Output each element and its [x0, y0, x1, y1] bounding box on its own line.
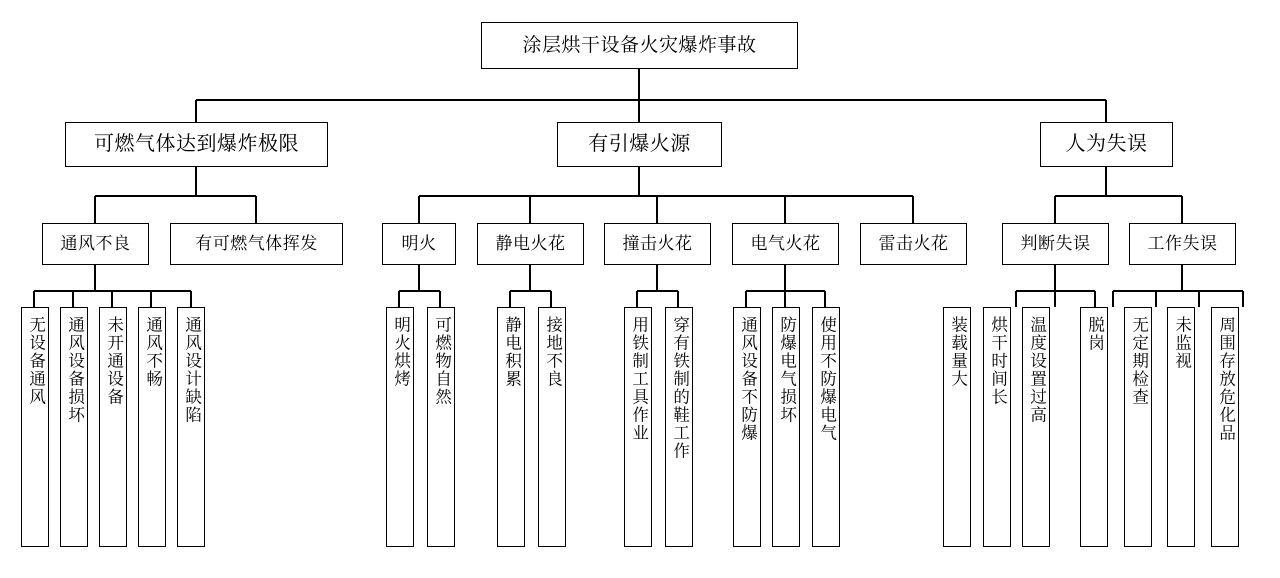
node-label: 通风不良 — [60, 234, 131, 254]
leaf-equipment-not-turned-on — [99, 307, 127, 547]
leaf-ventilation-equipment-damaged — [60, 307, 88, 547]
leaf-leaving-post — [1080, 307, 1108, 547]
leaf-explosion-proof-electrics-damaged — [772, 307, 800, 547]
leaf-no-ventilation-equipment — [21, 307, 49, 547]
leaf-hazardous-chemicals-stored-nearby — [1211, 307, 1239, 547]
node-label: 可燃物自然 — [432, 316, 451, 406]
leaf-open-flame-baking — [386, 307, 414, 547]
node-l2-poor-ventilation — [42, 223, 149, 265]
node-label: 未开通设备 — [104, 316, 123, 406]
node-label: 通风设备不防爆 — [738, 316, 757, 442]
node-l1-flammable-gas-limit — [65, 122, 328, 167]
node-label: 人为失误 — [1065, 133, 1148, 155]
leaf-temperature-set-too-high — [1022, 307, 1050, 547]
node-label: 使用不防爆电气 — [817, 316, 836, 442]
node-label: 周围存放危化品 — [1216, 316, 1235, 442]
node-label: 用铁制工具作业 — [629, 316, 648, 442]
node-label: 烘干时间长 — [988, 316, 1007, 406]
node-l2-open-flame — [382, 223, 456, 265]
node-l2-lightning-spark — [860, 223, 967, 265]
node-label: 未监视 — [1172, 316, 1191, 370]
leaf-iron-tool-operation — [624, 307, 652, 547]
leaf-ventilation-design-defect — [177, 307, 205, 547]
node-label: 工作失误 — [1147, 234, 1218, 254]
node-label: 有引爆火源 — [588, 133, 691, 155]
leaf-large-load — [943, 307, 971, 547]
node-label: 防爆电气损坏 — [777, 316, 796, 424]
node-label: 有可燃气体挥发 — [195, 234, 318, 254]
leaf-ventilation-not-smooth — [138, 307, 166, 547]
leaf-static-accumulation — [497, 307, 525, 547]
node-label: 电气火花 — [750, 234, 821, 254]
node-l2-judgement-error — [1002, 223, 1109, 265]
leaf-iron-shoes-work — [665, 307, 693, 547]
node-label: 装载量大 — [948, 316, 967, 388]
leaf-long-drying-time — [983, 307, 1011, 547]
leaf-no-monitoring — [1167, 307, 1195, 547]
node-label: 可燃气体达到爆炸极限 — [94, 133, 299, 155]
node-label: 温度设置过高 — [1027, 316, 1046, 424]
node-label: 雷击火花 — [878, 234, 949, 254]
node-label: 涂层烘干设备火灾爆炸事故 — [522, 34, 757, 56]
node-label: 通风设计缺陷 — [182, 316, 201, 424]
leaf-ventilation-not-explosion-proof — [733, 307, 761, 547]
node-label: 撞击火花 — [622, 234, 693, 254]
leaf-use-non-explosion-proof-electrics — [812, 307, 840, 547]
node-label: 接地不良 — [543, 316, 562, 388]
node-label: 无定期检查 — [1129, 316, 1148, 406]
node-label: 通风设备损坏 — [65, 316, 84, 424]
node-l2-electrical-spark — [732, 223, 839, 265]
node-label: 穿有铁制的鞋工作 — [670, 316, 689, 460]
node-label: 无设备通风 — [26, 316, 45, 406]
leaf-poor-grounding — [538, 307, 566, 547]
node-l2-static-spark — [477, 223, 584, 265]
node-label: 明火烘烤 — [391, 316, 410, 388]
node-label: 判断失误 — [1020, 234, 1091, 254]
leaf-combustible-spontaneous — [427, 307, 455, 547]
node-label: 明火 — [401, 234, 437, 254]
node-l1-human-error — [1040, 122, 1173, 167]
node-l2-gas-evaporation — [170, 223, 343, 265]
node-root — [481, 22, 798, 69]
node-l2-impact-spark — [604, 223, 711, 265]
node-l2-work-error — [1129, 223, 1236, 265]
node-l1-ignition-source — [557, 122, 722, 167]
node-label: 静电火花 — [495, 234, 566, 254]
node-label: 脱岗 — [1085, 316, 1104, 352]
node-label: 通风不畅 — [143, 316, 162, 388]
leaf-no-regular-inspection — [1124, 307, 1152, 547]
node-label: 静电积累 — [502, 316, 521, 388]
